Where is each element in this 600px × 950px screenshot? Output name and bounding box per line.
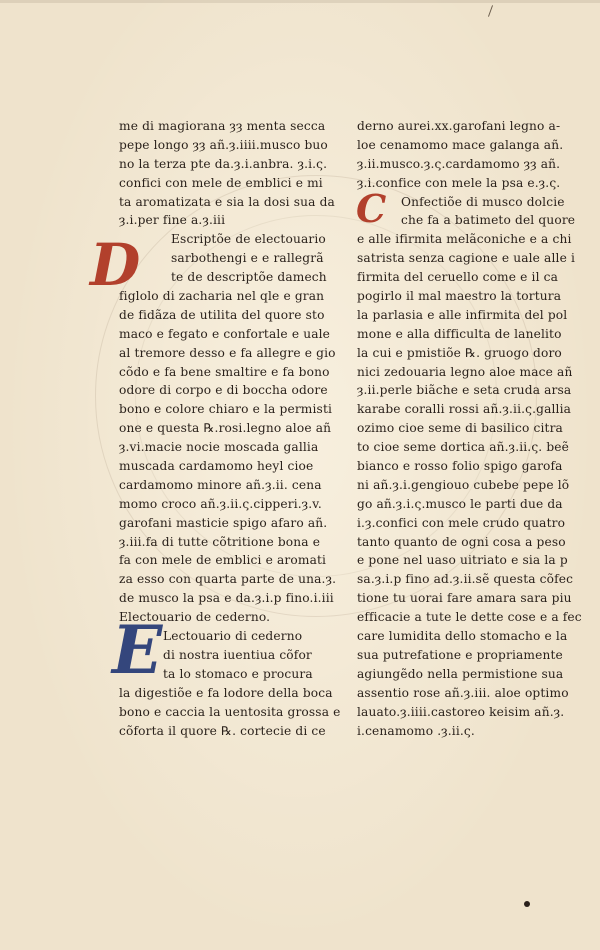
text-line: sarbothengi e e rallegrã [171,251,324,266]
text-line: odore di corpo e di boccha odore [119,383,328,398]
text-line: la cui e pmistiõe ℞. gruogo doro [357,345,562,360]
text-line: la parlasia e alle infirmita del pol [357,307,568,322]
text-line: to cioe seme dortica añ.ȝ.ii.ς. beẽ [357,440,570,455]
text-line: mone e alla difficulta de lanelito [357,326,562,341]
text-line: ȝ.vi.macie nocie moscada gallia [119,440,319,455]
text-line: bianco e rosso folio spigo garofa [357,459,563,474]
text-line: figlolo di zacharia nel qle e gran [119,289,325,304]
text-line: Lectouario di cederno [163,629,303,644]
text-line: sa.ȝ.i.p fino ad.ȝ.ii.sẽ questa cõfec [357,572,574,587]
text-line: cõdo e fa bene smaltire e fa bono [119,364,330,379]
text-line: go añ.ȝ.i.ς.musco le parti due da [357,496,563,511]
text-line: za esso con quarta parte de una.ȝ. [119,572,337,587]
text-line: derno aurei.xx.garofani legno a- [357,119,561,133]
page-mark [488,5,493,17]
text-line: ȝ.i.per fine a.ȝ.iii [119,213,226,228]
initial-d: D [90,231,141,299]
text-line: i.cenamomo .ȝ.ii.ς. [357,723,475,738]
text-line: assentio rose añ.ȝ.iii. aloe optimo [357,685,569,700]
text-line: ȝ.i.confice con mele la psa e.ȝ.ς. [357,175,561,190]
text-line: confici con mele de emblici e mi [119,175,323,190]
text-line: satrista senza cagione e uale alle i [357,251,576,266]
text-line: ozimo cioe seme di basilico citra [357,421,563,436]
text-line: muscada cardamomo heyl cioe [119,459,314,474]
text-line: che fa a batimeto del quore [401,213,576,228]
text-line: ni añ.ȝ.i.gengiouo cubebe pepe lõ [357,477,570,492]
text-line: te de descriptõe damech [171,270,327,285]
text-line: efficacie a tute le dette cose e a fec [357,610,582,625]
text-line: sua putrefatione e propriamente [357,647,563,662]
text-line: cõforta il quore ℞. cortecie di ce [119,723,326,738]
text-line: ȝ.ii.musco.ȝ.ς.cardamomo ȝȝ añ. [357,156,561,171]
text-line: fa con mele de emblici e aromati [119,553,327,568]
text-line: di nostra iuentiua cõfor [163,647,312,662]
text-line: i.ȝ.confici con mele crudo quatro [357,515,566,530]
text-line: bono e colore chiaro e la permisti [119,402,333,417]
section-heading: Electouario de cederno. [119,610,271,625]
text-line: agiungẽdo nella permistione sua [357,666,564,681]
text-line: loe cenamomo mace galanga añ. [357,137,564,152]
initial-c: C [356,186,387,231]
text-line: firmita del ceruello come e il ca [357,270,559,285]
text-line: pogirlo il mal maestro la tortura [357,289,562,304]
text-line: de musco la psa e da.ȝ.i.p fino.i.iii [119,591,334,606]
text-line: ta aromatizata e sia la dosi sua da [119,194,335,209]
text-line: de fidãza de utilita del quore sto [119,307,325,322]
text-line: nici zedouaria legno aloe mace añ [357,364,573,379]
text-line: cardamomo minore añ.ȝ.ii. cena [119,477,322,492]
text-line: garofani masticie spigo afaro añ. [119,515,328,530]
text-line: pepe longo ȝȝ añ.ȝ.iiii.musco buo [119,137,328,152]
text-line: Onfectiõe di musco dolcie [401,194,565,209]
text-line: la digestiõe e fa lodore della boca [119,685,333,700]
text-line: maco e fegato e confortale e uale [119,326,331,341]
text-line: karabe coralli rossi añ.ȝ.ii.ς.gallia [357,402,572,417]
left-column [119,117,341,740]
text-line: Escriptõe de electouario [171,232,326,247]
text-line: momo croco añ.ȝ.ii.ς.cipperi.ȝ.v. [119,496,322,511]
text-line: tione tu uorai fare amara sara piu [357,591,572,606]
text-line: ȝ.ii.perle biãche e seta cruda arsa [357,383,572,398]
text-line: tanto quanto de ogni cosa a peso [357,534,566,549]
page-top-edge [0,0,600,3]
text-line: ta lo stomaco e procura [163,666,313,681]
text-line: bono e caccia la uentosita grossa e [119,704,341,719]
text-line: me di magiorana ȝȝ menta secca [119,119,326,133]
text-line: e alle ifirmita melãconiche e a chi [357,232,572,247]
initial-e: E [112,611,163,689]
text-line: al tremore desso e fa allegre e gio [119,345,336,360]
text-line: no la terza pte da.ȝ.i.anbra. ȝ.i.ς. [119,156,328,171]
text-line: e pone nel uaso uitriato e sia la p [357,553,568,568]
right-column [357,117,582,740]
text-line: lauato.ȝ.iiii.castoreo keisim añ.ȝ. [357,704,565,719]
text-line: care lumidita dello stomacho e la [357,629,568,644]
text-line: one e questa ℞.rosi.legno aloe añ [119,421,332,436]
ink-dot [524,901,530,907]
text-line: ȝ.iii.fa di tutte cõtritione bona e [119,534,321,549]
